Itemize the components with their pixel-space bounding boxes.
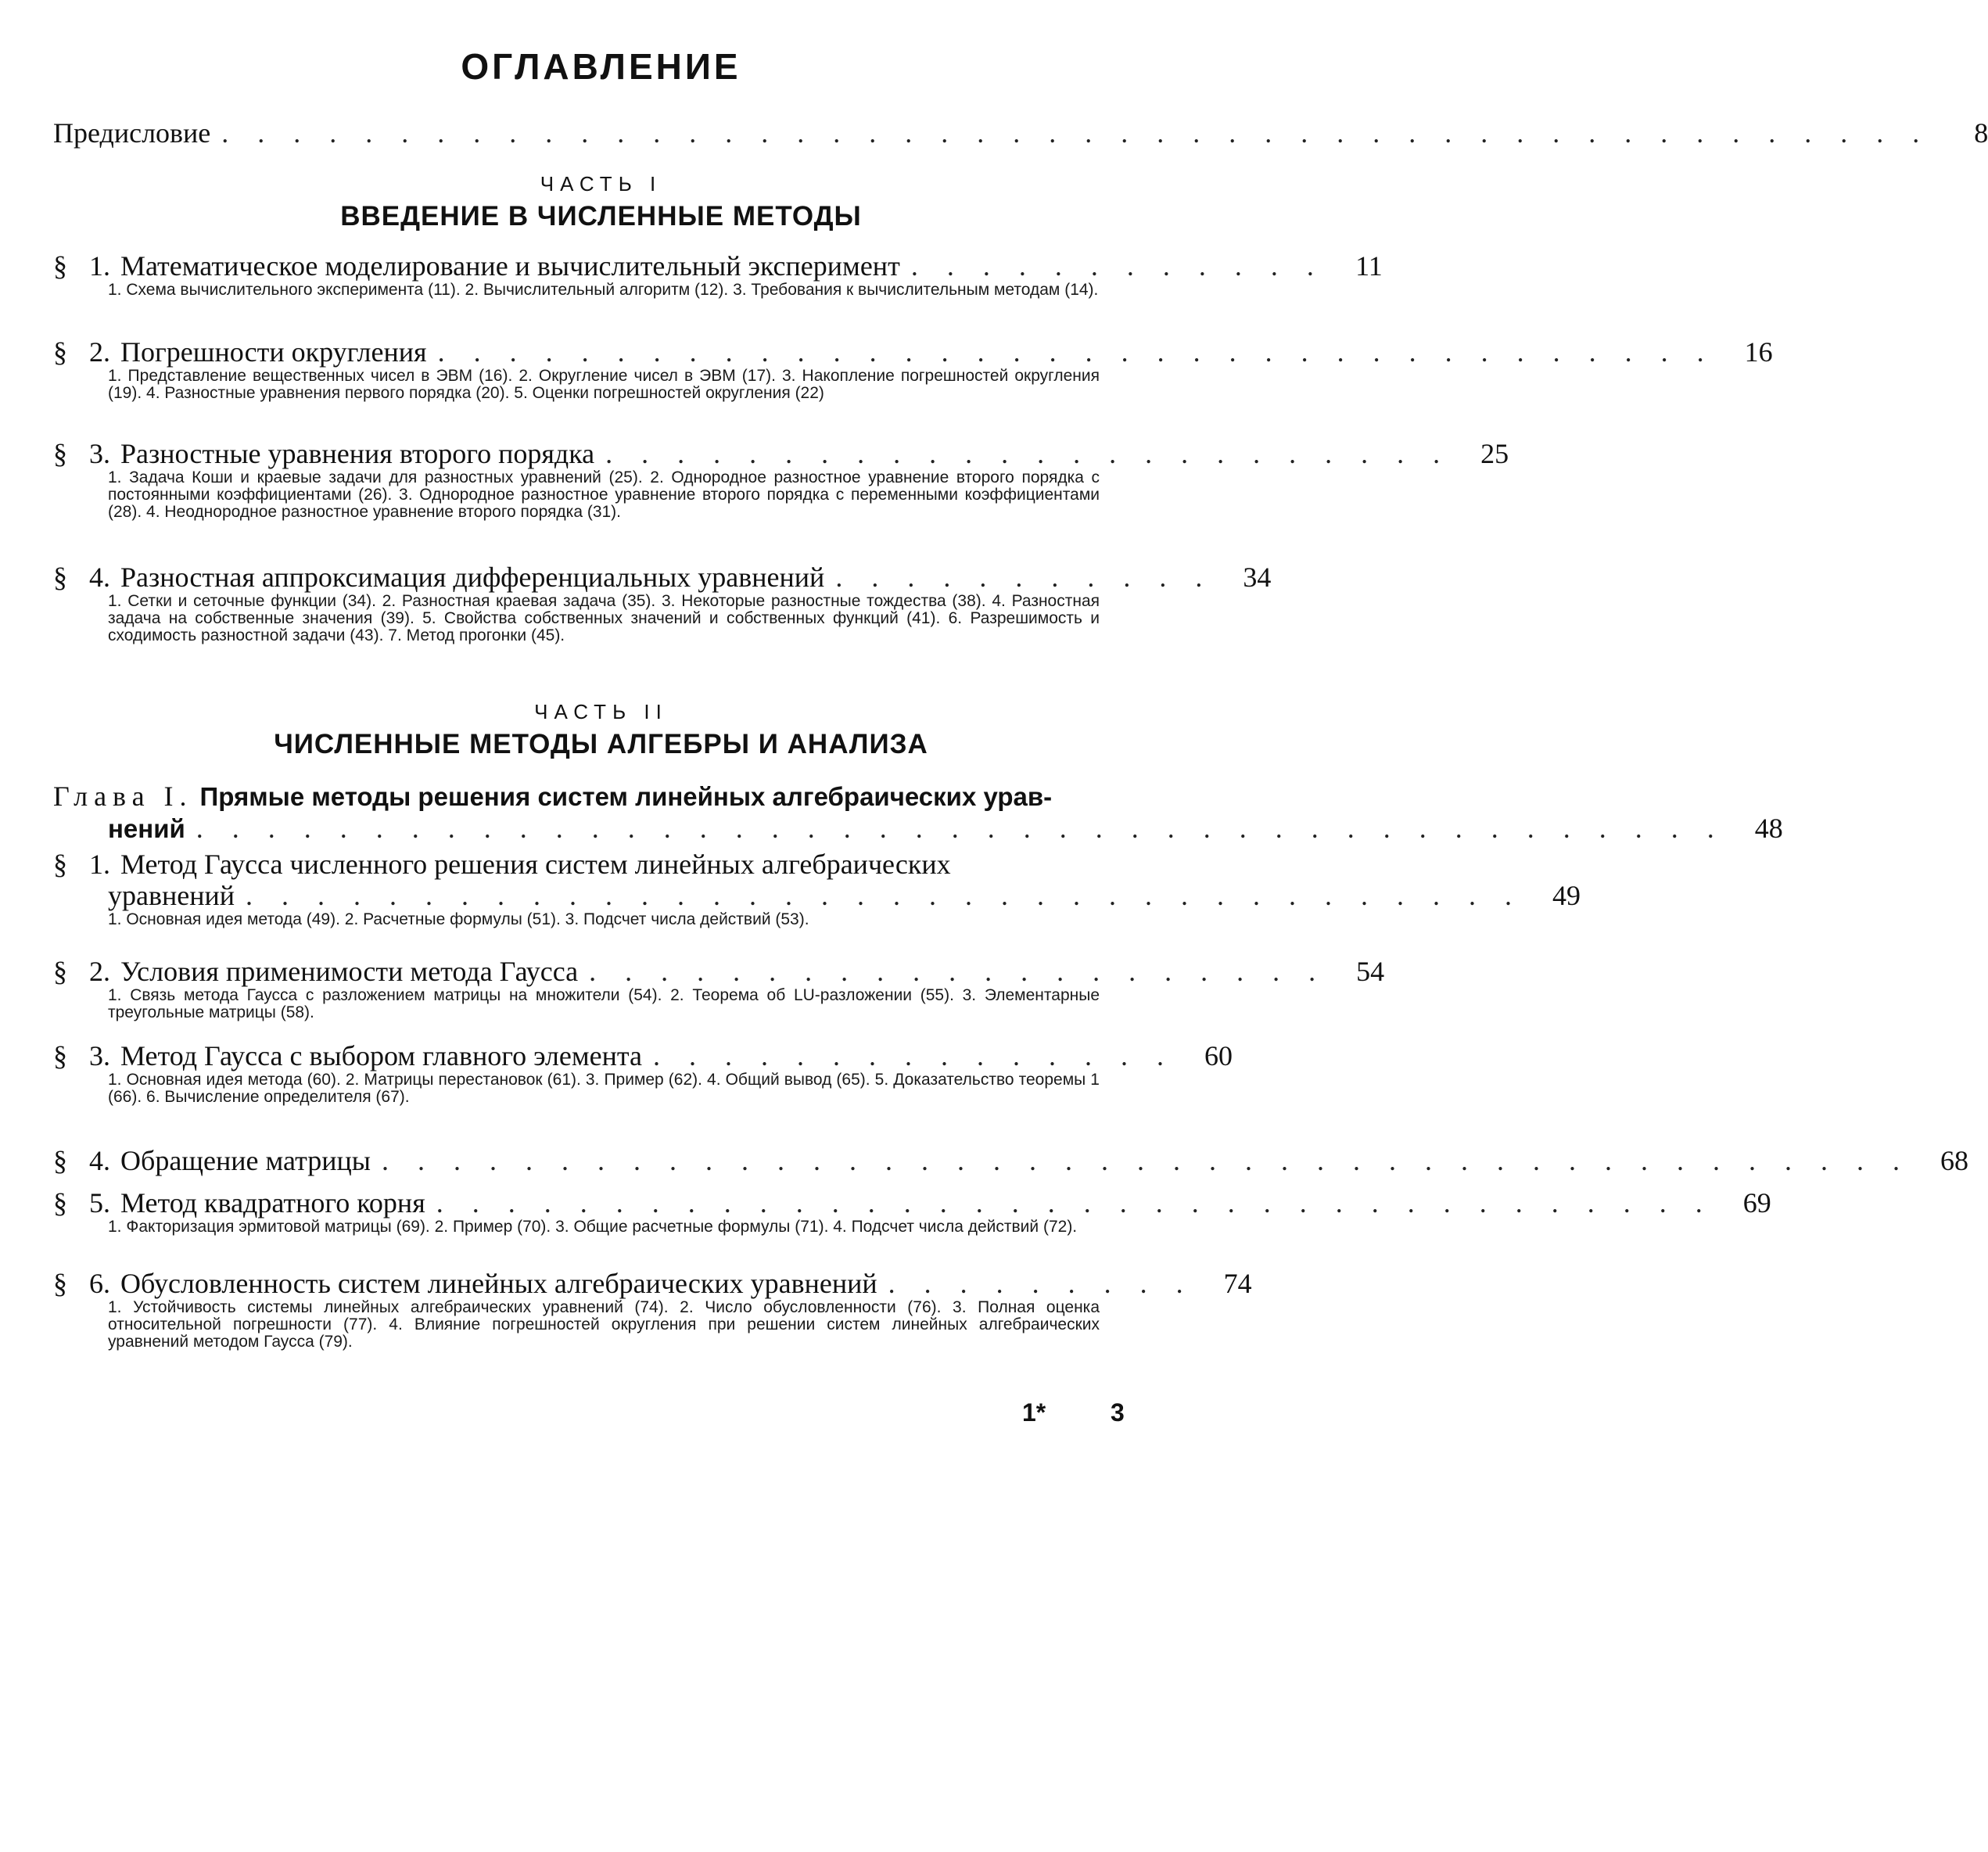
toc-entry-section[interactable] <box>53 1145 1968 1176</box>
chapter-title-cont: нений <box>108 814 185 843</box>
part-label: ЧАСТЬ I <box>540 172 662 196</box>
leader-dots: . . . . . . . . . <box>888 1268 1194 1299</box>
page-title: ОГЛАВЛЕНИЕ <box>461 46 741 87</box>
section-sign: § <box>53 956 67 987</box>
section-title: Погрешности округления <box>120 336 427 368</box>
entry-page: 48 <box>1754 813 1783 844</box>
entry-page: 8 <box>1974 117 1988 149</box>
section-number: 4. <box>89 562 110 593</box>
toc-entry-chapter[interactable] <box>53 781 1783 845</box>
toc-entry-section[interactable] <box>53 438 1509 521</box>
toc-entry-section[interactable] <box>53 1187 1771 1236</box>
toc-entry-section[interactable] <box>53 562 1272 644</box>
section-title: Условия применимости метода Гаусса <box>120 956 579 987</box>
toc-entry-section[interactable] <box>53 849 1581 928</box>
part-title: ВВЕДЕНИЕ В ЧИСЛЕННЫЕ МЕТОДЫ <box>340 201 862 232</box>
section-number: 3. <box>89 438 110 469</box>
section-title: Разностные уравнения второго порядка <box>120 438 595 469</box>
leader-dots: . . . . . . . . . . . . . . . . . . . . . . . . <box>605 438 1452 469</box>
signature-mark: 1* <box>1022 1398 1046 1427</box>
leader-dots: . . . . . . . . . . . . . . . . . . . . . . . . . . . . . . . . . . . . . . . . . . . <box>196 813 1725 844</box>
entry-page: 49 <box>1552 880 1581 911</box>
section-sign: § <box>53 1187 67 1219</box>
entry-page: 74 <box>1223 1268 1252 1299</box>
section-number: 1. <box>89 849 110 880</box>
entry-page: 54 <box>1356 956 1385 987</box>
subsection-list: 1. Факторизация эрмитовой матрицы (69). 2. Пример (70). 3. Общие расчетные формулы (71). 4. Подсчет числа действий (72). <box>108 1218 1078 1236</box>
section-number: 5. <box>89 1187 110 1219</box>
section-title: Метод Гаусса с выбором главного элемента <box>120 1040 643 1071</box>
leader-dots: . . . . . . . . . . . . . . . . . . . . . <box>589 956 1327 987</box>
subsection-list: 1. Основная идея метода (49). 2. Расчетные формулы (51). 3. Подсчет числа действий (53). <box>108 910 809 928</box>
section-sign: § <box>53 438 67 469</box>
subsection-list: 1. Схема вычислительного эксперимента (11). 2. Вычислительный алгоритм (12). 3. Требования к вычислительным методам (14). <box>108 281 1099 299</box>
subsection-list: 1. Задача Коши и краевые задачи для разностных уравнений (25). 2. Однородное разностное уравнение второго порядка с постоянными коэффициентами (26). 3. Однородное разностное уравнение второго порядка с переменными коэффициентами (28). 4. Неоднородное разностное уравнение второго порядка (31). <box>108 468 1100 521</box>
section-number: 4. <box>89 1145 110 1176</box>
section-sign: § <box>53 250 67 282</box>
entry-page: 16 <box>1744 336 1773 368</box>
toc-entry-section[interactable] <box>53 250 1383 299</box>
part-label: ЧАСТЬ II <box>534 700 668 723</box>
entry-page: 69 <box>1742 1187 1771 1219</box>
entry-page: 68 <box>1940 1145 1968 1176</box>
toc-entry-section[interactable] <box>53 336 1773 402</box>
section-number: 6. <box>89 1268 110 1299</box>
leader-dots: . . . . . . . . . . . . . . . . . . . . . . . . . . . . . . . . . . . . . . . . . . . . . . . . <box>221 117 1931 149</box>
section-sign: § <box>53 1040 67 1071</box>
leader-dots: . . . . . . . . . . . . . . . . . . . . . . . . . . . . . . . . . . . . <box>437 336 1715 368</box>
entry-label: Предисловие <box>53 117 211 149</box>
entry-page: 25 <box>1480 438 1509 469</box>
part-title: ЧИСЛЕННЫЕ МЕТОДЫ АЛГЕБРЫ И АНАЛИЗА <box>274 729 928 759</box>
section-number: 1. <box>89 250 110 282</box>
toc-entry-preface[interactable] <box>53 117 1988 149</box>
subsection-list: 1. Основная идея метода (60). 2. Матрицы перестановок (61). 3. Пример (62). 4. Общий вывод (65). 5. Доказательство теоремы 1 (66). 6. Вычисление определителя (67). <box>108 1071 1100 1106</box>
page-number: 3 <box>1111 1398 1125 1427</box>
entry-page: 60 <box>1204 1040 1233 1071</box>
subsection-list: 1. Связь метода Гаусса с разложением матрицы на множители (54). 2. Теорема об LU-разложении (55). 3. Элементарные треугольные матрицы (58). <box>108 986 1100 1021</box>
section-number: 2. <box>89 956 110 987</box>
section-title: Обращение матрицы <box>120 1145 371 1176</box>
leader-dots: . . . . . . . . . . . . . . . . . . . . . . . . . . . . . . . . . . . . . . . . . . . <box>381 1145 1911 1176</box>
leader-dots: . . . . . . . . . . . . . . . . . . . . . . . . . . . . . . . . . . . . <box>246 880 1523 911</box>
entry-page: 34 <box>1243 562 1272 593</box>
chapter-prefix: Глава I. <box>53 781 193 812</box>
entry-page: 11 <box>1355 250 1383 282</box>
leader-dots: . . . . . . . . . . . . <box>910 250 1325 282</box>
section-sign: § <box>53 562 67 593</box>
toc-entry-section[interactable] <box>53 1268 1252 1351</box>
section-sign: § <box>53 1268 67 1299</box>
section-number: 2. <box>89 336 110 368</box>
leader-dots: . . . . . . . . . . . . . . . . . . . . . . . . . . . . . . . . . . . . <box>436 1187 1713 1219</box>
section-sign: § <box>53 336 67 368</box>
section-title: Разностная аппроксимация дифференциальных уравнений <box>120 562 825 593</box>
chapter-title: Прямые методы решения систем линейных алгебраических урав- <box>199 782 1053 811</box>
toc-entry-section[interactable] <box>53 956 1385 1021</box>
leader-dots: . . . . . . . . . . . . . . . <box>653 1040 1175 1071</box>
section-title-cont: уравнений <box>108 880 235 911</box>
leader-dots: . . . . . . . . . . . <box>835 562 1214 593</box>
section-title: Метод Гаусса численного решения систем линейных алгебраических <box>120 849 951 880</box>
section-title: Метод квадратного корня <box>120 1187 425 1219</box>
subsection-list: 1. Сетки и сеточные функции (34). 2. Разностная краевая задача (35). 3. Некоторые разностные тождества (38). 4. Разностная задача на собственные значения (39). 5. Свойства собственных значений и собственных функций (41). 6. Разрешимость и сходимость разностной задачи (43). 7. Метод прогонки (45). <box>108 592 1100 644</box>
section-number: 3. <box>89 1040 110 1071</box>
toc-entry-section[interactable] <box>53 1040 1233 1106</box>
section-title: Обусловленность систем линейных алгебраических уравнений <box>120 1268 877 1299</box>
section-title: Математическое моделирование и вычислительный эксперимент <box>120 250 900 282</box>
section-sign: § <box>53 1145 67 1176</box>
subsection-list: 1. Представление вещественных чисел в ЭВМ (16). 2. Округление чисел в ЭВМ (17). 3. Накопление погрешностей округления (19). 4. Разностные уравнения первого порядка (20). 5. Оценки погрешностей округления (22) <box>108 367 1100 402</box>
section-sign: § <box>53 849 67 880</box>
subsection-list: 1. Устойчивость системы линейных алгебраических уравнений (74). 2. Число обусловленности (76). 3. Полная оценка относительной погрешности (77). 4. Влияние погрешностей округления при решении систем линейных алгебраических уравнений методом Гаусса (79). <box>108 1298 1100 1351</box>
